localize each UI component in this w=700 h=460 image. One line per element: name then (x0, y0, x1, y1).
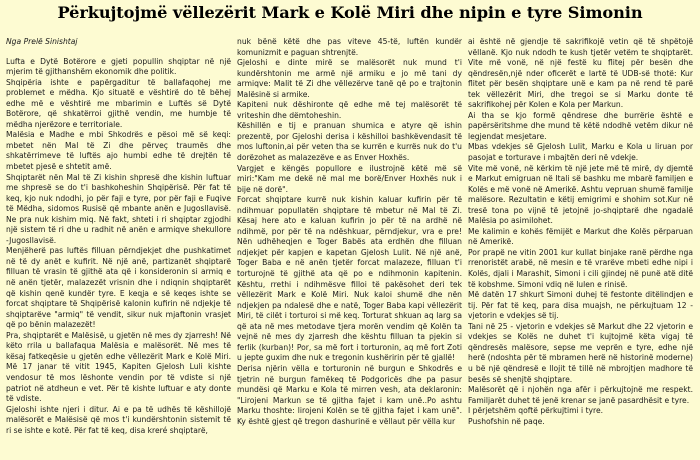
article-paragraph: ai është në gjendje të sakrifikojë vetin që të shpëtojë vëllanë. Kjo nuk ndodh te kush tjetër vetëm te shqiptarët. Vite më vonë, në një festë ku flitej për besën dhe qëndresën,një nder oficerët e lartë të UDB-së thotë: Kur flitet për besën shqiptare unë e kam pa në rend të parë tek vëllezërit Miri, dhe tregoi se si Marku donte të sakrifikohej për Kolen e Kola per Markun. (468, 37, 693, 110)
article-paragraph: Gjeloshi e dinte mirë se malësorët nuk mund t'i kundërshtonin me armë një armiku e jo më tani dy armiqve: Malit të Zi dhe vëllezërve tanë që po e trajtonin Malësinë si armike. (237, 58, 462, 99)
article-paragraph: Derisa njërin vëlla e torturonin në burgun e Shkodrës e tjetrin në burgun famëkeq të Podgoricës dhe pa pasur mundësi që Marku e Kola të mirren vesh, ata deklaronin: "Lirojeni Markun se të gjitha fajet i kam unë..Po ashtu Marku thoshte: lirojeni Kolën se të gjitha fajet i kam unë". Ky është gjest që tregon dashurinë e vëllaut për vëlla kur (237, 363, 462, 426)
article-paragraph: Pra, shqiptarët e Malësisë, u gjetën në mes dy zjarresh! Në këto rrila u ballafaqua Malësia e malësorët. Në mes të kësaj fatkeqësie u gjetën edhe vëllezërit Mark e Kolë Miri. Më 17 janar të vitit 1945, Kapiten Gjelosh Luli kishte vendosur të mos lëshonte vendin por të vdiste si një patriot në atdheun e vet. Për të kishte luftuar e aty donte të vdiste. (6, 330, 231, 404)
article-paragraph: Pushofshin në paqe. (468, 416, 545, 426)
article-paragraph: I përjetshëm qoftë përkujtimi i tyre. (468, 406, 604, 416)
article-paragraph: Me kalimin e kohës fëmijët e Markut dhe Kolës përparuan në Amerikë. (468, 226, 693, 247)
article-paragraph: Malësorët që i njohën nga afër i përkujtojnë me respekt. Familjarët duhet të jenë krenar se janë pasardhësit e tyre. (468, 385, 693, 405)
article-paragraph: Kapiteni nuk dëshironte që edhe më tej malësorët të vriteshin dhe dëmtoheshin. (237, 100, 462, 120)
article-paragraph: Këshillën e tij e pranuan shumica e atyre që ishin prezentë, por Gjeloshi derisa i këshilloi bashkëvendasit të mos luftonin,ai për veten tha se kurrën e kurrës nuk do t'u dorëzohet as malazezëve e as Enver Hoxhës. (237, 121, 462, 163)
article-paragraph: Gjeloshi ishte njeri i ditur. Ai e pa të udhës të këshillojë malësorët e Malësisë që mos t'i kundërshtonin sistemit të ri se ishte e kotë. Për fat të keq, disa kreré shqiptarë, (6, 404, 231, 435)
author-byline: Nga Prelë Sinishtaj (6, 37, 78, 46)
article-paragraph: Por prapë ne vitin 2001 kur kullat binjake ranë përdhe nga rrenoristët arabë, në mesin e të vrarëve mbeti edhe nipi i Kolës, djali i Marashit, Simoni i cili gjindej në punë atë ditë të kobshme. Simoni vdiq në lulen e rinisë. (468, 247, 693, 289)
article-paragraph: Menjëherë pas luftës filluan përndjekjet dhe pushkatimet në të dy anët e kufirit. Në një anë, partizanët shqiptarë filluan të vrasin të gjithë ata që i konsideronin si armiq e në anën tjetër, malazezët vrisnin dhe i ndiqnin shqiptarët që kishin qenë kundër tyre. E keqja e së keqes ishte se forcat shqiptare të Shqipërisë kalonin kufirin në ndjekje të shqiptarëve "armiq" të vendit, sikur nuk mjaftonin vrasjet që po bënin malazezët! (6, 246, 231, 330)
article-paragraph: Shqiptarët nën Mal të Zi kishin shpresë dhe kishin luftuar me shpresë se do t'i bashkoheshin Shqipërisë. Për fat të keq, kjo nuk ndodhi, jo për faji e tyre, por për faji e Fuqive të Mëdha, sidomos Rusisë që mbante anën e Jugosllavisë. Ne pra nuk kishim miq. Në fakt, shteti i ri shqiptar zgjodhi një sistem të ri dhe u radhit në anën e armiqve shekullore -Jugosllavisë. (6, 172, 231, 245)
article-paragraph: Shqipëria ishte e papërgaditur të ballafaqohej me problemet e mëdha. Kjo situatë e vështirë do të bëhej edhe më e vështirë me mbarimin e Luftës së Dytë Botërore, që shkatërroi gjithë vendin, me humbje të mëdha njerëzore e territoriale. (6, 77, 231, 129)
article-paragraph: Lufta e Dytë Botërore e gjeti popullin shqiptar në një mjerim të gjithanshëm ekonomik dhe politik. (6, 56, 231, 77)
article-paragraph: Vite më vonë, në kërkim të një jete më të mirë, dy djemtë e Markut emigruan në Itali së bashku me mbarë familjen e Kolës e më vonë në Amerikë. Ashtu vepruan shumë familje malësore. Rezultatin e këtij emigrimi e shohim sot.Kur në tresë tona po vijnë të jetojnë jo-shqiptarë dhe ngadalë Malësia po asimilohet. (468, 163, 693, 226)
article-headline: Përkujtojmë vëllezërit Mark e Kolë Miri dhe nipin e tyre Simonin (57, 3, 643, 22)
article-column-2 (237, 37, 462, 459)
article-paragraph: Malësia e Madhe e mbi Shkodrës e pësoi më së keqi: mbetet nën Mal të Zi dhe përveç traumës dhe shkatërrimeve të luftës ajo humbi edhe të drejtën të mbetet pjesë e shtetit amë. (6, 130, 231, 172)
article-paragraph: Tani në 25 - vjetorin e vdekjes së Markut dhe 22 vjetorin e vdekjes se Kolës ne duhet t'i kujtojmë këta vigaj të qëndresës malësore, sepse me veprën e tyre, edhe një herë (ndoshta për të mbramen herë në historinë moderne) u bë një qëndresë e llojit të tillë në mbrojtjen madhore të besës së shenjtë shqiptare. (468, 321, 693, 384)
article-paragraph: Mbas vdekjes së Gjelosh Lulit, Marku e Kola u liruan por pasojat e torturave i mbajtën deri në vdekje. (468, 142, 693, 163)
article-paragraph: Ai tha se kjo formë qëndrese dhe burrërie është e papërsëritshme dhe mund të këtë ndodhë vetëm dikur në legjendat mesjetare. (468, 110, 693, 141)
article-paragraph: Vargjet e këngës popullore e ilustrojnë këtë më së miri:"Kam me dekë në mal me borë/Enver Hoxhës nuk i bije në dorë". (237, 163, 462, 194)
article-body (6, 37, 694, 459)
article-column-3 (468, 37, 693, 459)
article-column-1 (6, 37, 231, 459)
article-paragraph: nuk bënë këtë dhe pas viteve 45-të, luftën kundër komunizmit e paguan shtrenjtë. (237, 37, 462, 57)
article-paragraph: Më datën 17 shkurt Simoni duhej të festonte ditëlindjen e tij. Për fat të keq, para disa muajsh, ne përkujtuam 12 -vjetorin e vdekjes së tij. (468, 290, 693, 321)
article-paragraph: Forcat shqiptare kurrë nuk kishin kaluar kufirin për të ndihmuar popullatën shqiptare të mbetur në Mal të Zi. Kësaj here ato e kaluan kufirin jo për të na ardhë në ndihmë, por për të na ndëshkuar, përndjekur, vra e pre! Nën udhëheqjen e Toger Babës ata erdhën dhe filluan ndjekjet për kapjen e kapetan Gjelosh Lulit. Në një anë, Toger Baba e në anën tjetër forcat malazeze, filluan t'i torturojnë të gjithë ata që po e ndihmonin kapitenin. Kështu, rrethi i ndihmësve filloi të pakësohet deri tek vëllezërit Mark e Kolë Miri. Nuk kaloi shumë dhe nën ndjekjen pa ndalesë dhe e natë, Toger Baba kapi vëllezërit Miri, të cilët i torturoi si më keq. Torturat shkuan aq larg sa që ata në mes metodave tjera morën vendim që Kolën ta vejnë në mes dy zjarresh dhe kështu filluan ta pjekin si ferlik (kurban)! Por, sa më fort i torturonin, aq më fort Zoti u jepte guxim dhe nuk e tregonin kushëririn për të gjallë! (237, 195, 462, 363)
